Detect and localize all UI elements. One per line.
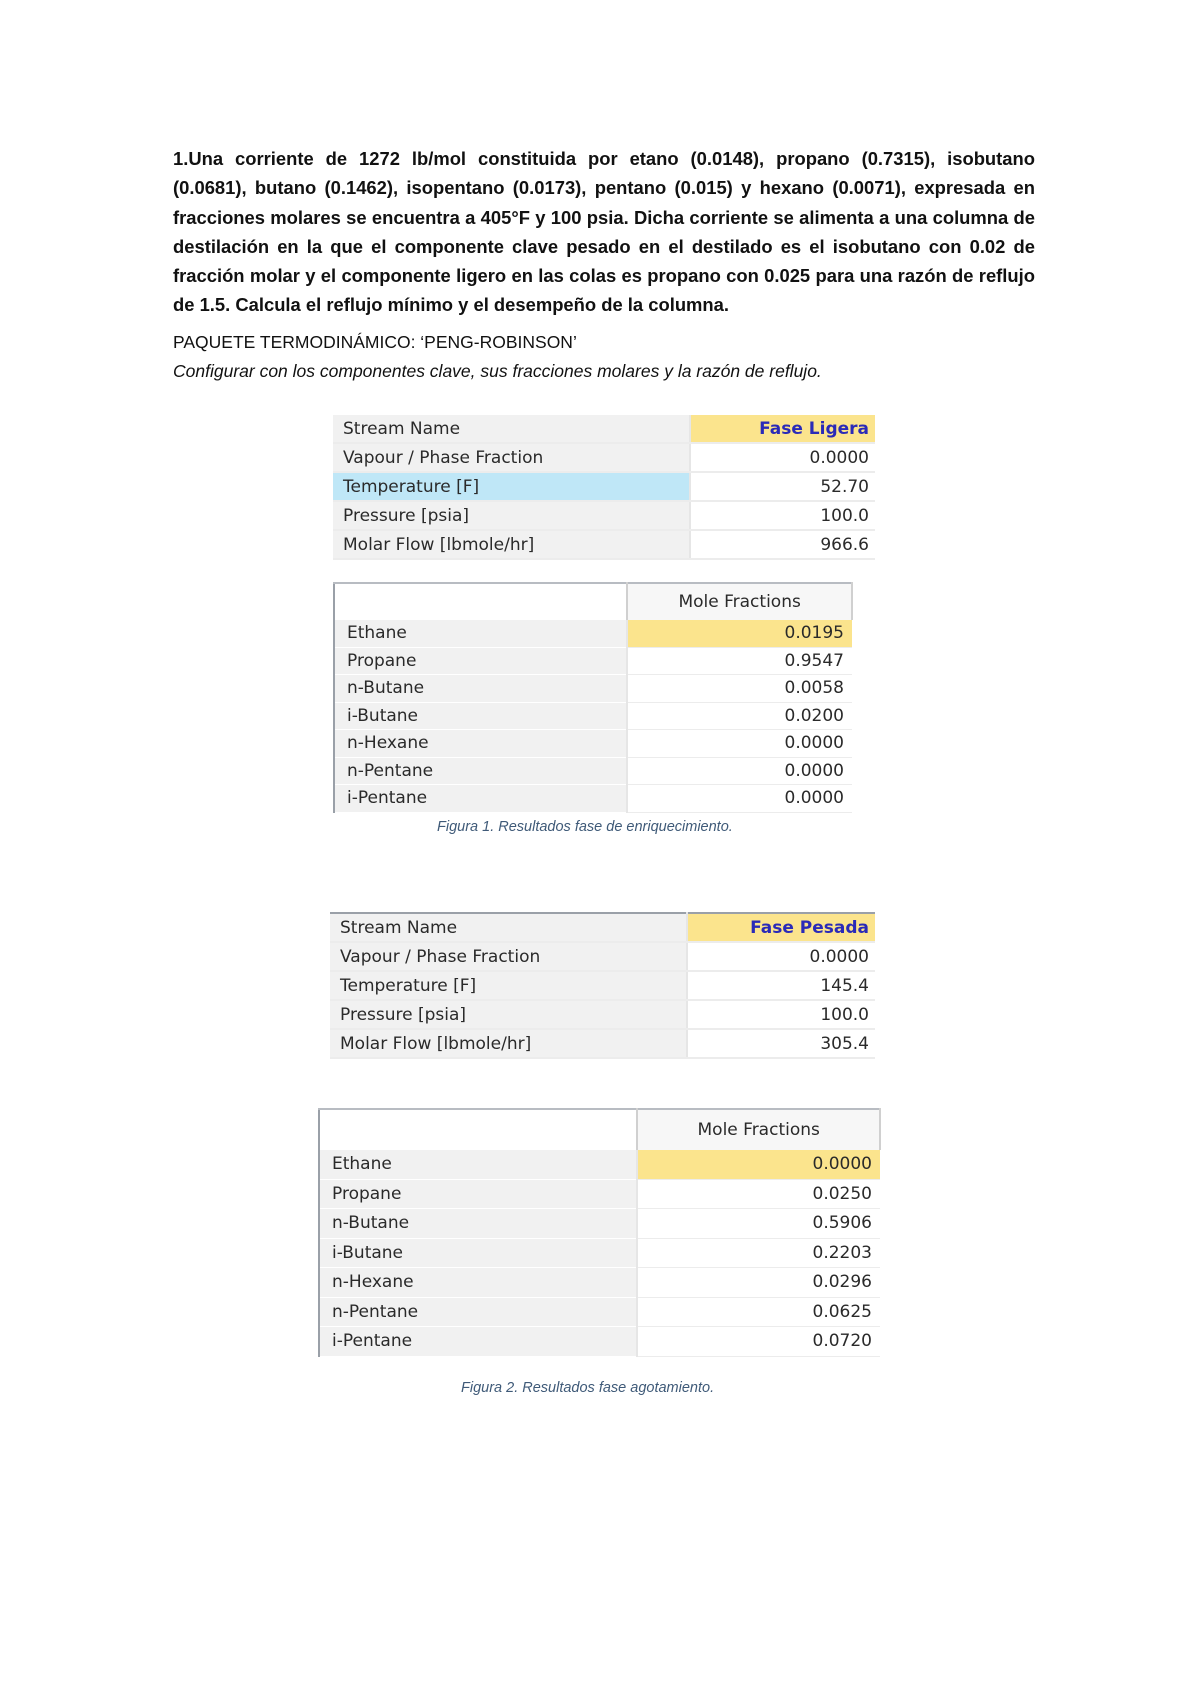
table-row[interactable] — [319, 1179, 880, 1209]
pressure-cell[interactable]: 100.0 — [687, 1000, 875, 1029]
mole-fraction-cell[interactable]: 0.0200 — [627, 702, 852, 730]
molar-flow-cell[interactable]: 966.6 — [690, 530, 875, 559]
row-label-selected: Temperature [F] — [333, 472, 690, 501]
pressure-row[interactable] — [333, 501, 875, 530]
mole-fraction-cell[interactable]: 0.9547 — [627, 647, 852, 675]
vapour-fraction-cell[interactable]: 0.0000 — [687, 942, 875, 971]
mole-fraction-cell[interactable]: 0.5906 — [637, 1209, 880, 1239]
table-row[interactable] — [334, 757, 852, 785]
table-row[interactable] — [334, 785, 852, 813]
component-label: Propane — [334, 647, 627, 675]
table-row[interactable] — [319, 1327, 880, 1357]
mole-fraction-cell[interactable]: 0.2203 — [637, 1238, 880, 1268]
stream-name-row[interactable] — [333, 415, 875, 443]
component-label: n-Hexane — [334, 730, 627, 758]
row-label: Temperature [F] — [330, 971, 687, 1000]
molar-flow-row[interactable] — [333, 530, 875, 559]
stream-name-row[interactable] — [330, 913, 875, 942]
table-header-row — [319, 1109, 880, 1150]
figure-1-caption: Figura 1. Resultados fase de enriquecimiento. — [437, 819, 733, 835]
component-label: i-Butane — [319, 1238, 637, 1268]
mole-fraction-cell[interactable]: 0.0000 — [627, 730, 852, 758]
table-row[interactable] — [319, 1297, 880, 1327]
pressure-cell[interactable]: 100.0 — [690, 501, 875, 530]
stream-name-cell[interactable]: Fase Ligera — [690, 415, 875, 443]
component-label: Ethane — [334, 620, 627, 647]
table-row[interactable] — [334, 675, 852, 703]
row-label: Stream Name — [330, 913, 687, 942]
mole-fraction-cell[interactable]: 0.0000 — [637, 1150, 880, 1179]
table-header-row — [334, 583, 852, 620]
table-row[interactable] — [334, 620, 852, 647]
header-blank-cell — [319, 1109, 637, 1150]
component-label: i-Pentane — [334, 785, 627, 813]
component-label: n-Butane — [319, 1209, 637, 1239]
mole-fraction-cell[interactable]: 0.0720 — [637, 1327, 880, 1357]
table-row[interactable] — [334, 702, 852, 730]
component-label: Propane — [319, 1179, 637, 1209]
component-label: Ethane — [319, 1150, 637, 1179]
mole-fractions-header[interactable]: Mole Fractions — [637, 1109, 880, 1150]
mole-fraction-cell[interactable]: 0.0625 — [637, 1297, 880, 1327]
molar-flow-cell[interactable]: 305.4 — [687, 1029, 875, 1058]
component-label: n-Hexane — [319, 1268, 637, 1298]
table-row[interactable] — [334, 647, 852, 675]
problem-statement: 1.Una corriente de 1272 lb/mol constituida por etano (0.0148), propano (0.7315), isobutano (0.0681), butano (0.1462), isopentano (0.0173), pentano (0.015) y hexano (0.0071), expresada en fracciones molares se encuentra a 405°F y 100 psia. Dicha corriente se alimenta a una columna de destilación en la que el componente clave pesado en el destilado es el isobutano con 0.02 de fracción molar y el componente ligero en las colas es propano con 0.025 para una razón de reflujo de 1.5. Calcula el reflujo mínimo y el desempeño de la columna. — [173, 148, 1035, 316]
mole-fraction-cell[interactable]: 0.0000 — [627, 757, 852, 785]
figure-2-caption: Figura 2. Resultados fase agotamiento. — [461, 1380, 715, 1396]
table-border-tail — [318, 1335, 320, 1357]
heavy-phase-stream-table — [330, 912, 875, 1059]
component-label: n-Pentane — [334, 757, 627, 785]
mole-fraction-cell[interactable]: 0.0058 — [627, 675, 852, 703]
thermo-package-line: PAQUETE TERMODINÁMICO: ‘PENG-ROBINSON’ — [173, 332, 577, 352]
heavy-phase-mole-fractions-table — [318, 1108, 881, 1357]
row-label: Pressure [psia] — [330, 1000, 687, 1029]
table-row[interactable] — [319, 1268, 880, 1298]
configuration-instruction: Configurar con los componentes clave, sus fracciones molares y la razón de reflujo. — [173, 361, 822, 381]
row-label: Vapour / Phase Fraction — [333, 443, 690, 472]
mole-fraction-cell[interactable]: 0.0296 — [637, 1268, 880, 1298]
light-phase-stream-table — [333, 415, 875, 560]
light-phase-mole-fractions-table — [333, 582, 853, 813]
mole-fraction-cell[interactable]: 0.0250 — [637, 1179, 880, 1209]
row-label: Vapour / Phase Fraction — [330, 942, 687, 971]
vapour-fraction-row[interactable] — [330, 942, 875, 971]
component-label: n-Pentane — [319, 1297, 637, 1327]
temperature-row[interactable] — [330, 971, 875, 1000]
mole-fraction-cell[interactable]: 0.0000 — [627, 785, 852, 813]
temperature-cell[interactable]: 52.70 — [690, 472, 875, 501]
table-row[interactable] — [319, 1209, 880, 1239]
component-label: n-Butane — [334, 675, 627, 703]
header-blank-cell — [334, 583, 627, 620]
mole-fraction-cell[interactable]: 0.0195 — [627, 620, 852, 647]
component-label: i-Butane — [334, 702, 627, 730]
vapour-fraction-row[interactable] — [333, 443, 875, 472]
row-label: Molar Flow [lbmole/hr] — [330, 1029, 687, 1058]
component-label: i-Pentane — [319, 1327, 637, 1357]
table-row[interactable] — [334, 730, 852, 758]
temperature-cell[interactable]: 145.4 — [687, 971, 875, 1000]
row-label: Stream Name — [333, 415, 690, 443]
table-row[interactable] — [319, 1238, 880, 1268]
stream-name-cell[interactable]: Fase Pesada — [687, 913, 875, 942]
molar-flow-row[interactable] — [330, 1029, 875, 1058]
mole-fractions-header[interactable]: Mole Fractions — [627, 583, 852, 620]
table-row[interactable] — [319, 1150, 880, 1179]
temperature-row[interactable] — [333, 472, 875, 501]
pressure-row[interactable] — [330, 1000, 875, 1029]
row-label: Molar Flow [lbmole/hr] — [333, 530, 690, 559]
row-label: Pressure [psia] — [333, 501, 690, 530]
vapour-fraction-cell[interactable]: 0.0000 — [690, 443, 875, 472]
